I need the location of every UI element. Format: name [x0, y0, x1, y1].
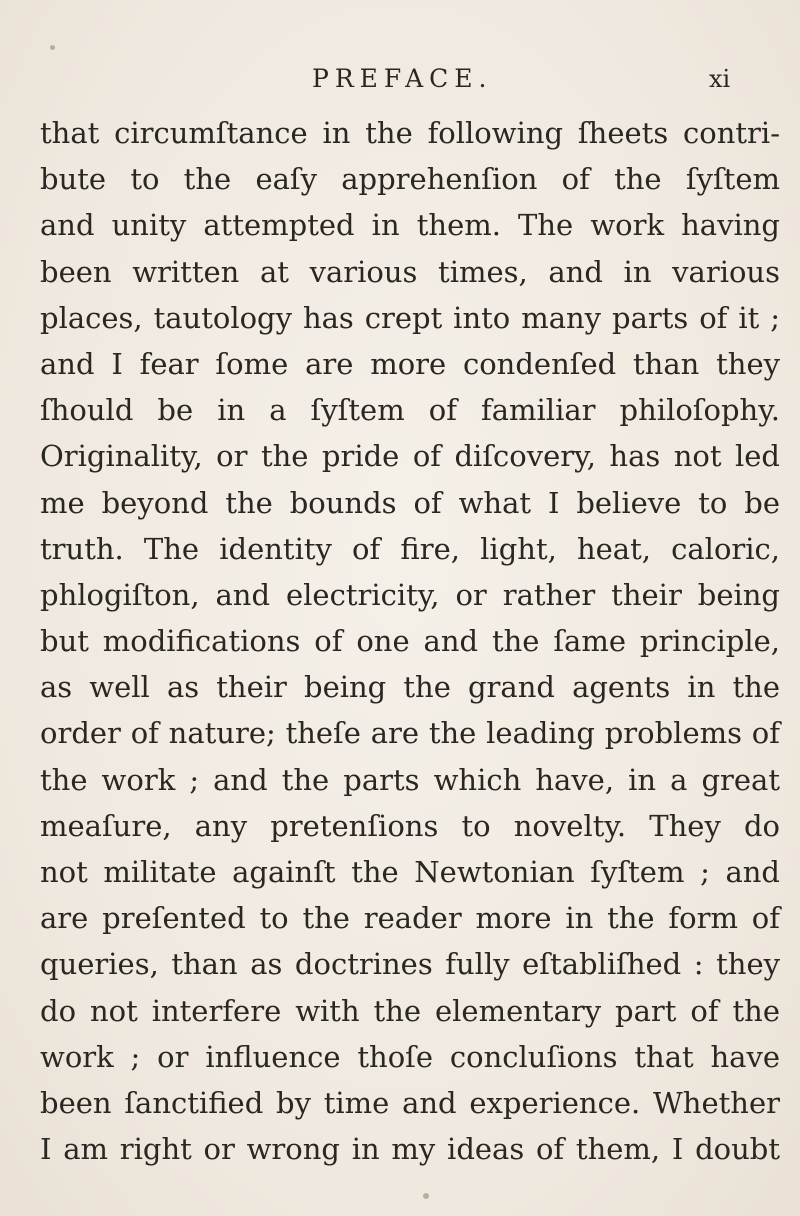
text-line: work ; or influence thoſe concluſions that have [40, 1039, 780, 1074]
text-line: truth. The identity of fire, light, heat, caloric, [40, 531, 780, 566]
text-line: ſhould be in a ſyſtem of familiar philoſophy. [40, 393, 780, 428]
text-line: been ſanctified by time and experience. Whether [40, 1085, 780, 1120]
running-head-title: PREFACE. [312, 64, 493, 93]
text-line: but modifications of one and the ſame principle, [40, 624, 780, 659]
text-line: the work ; and the parts which have, in a great [40, 762, 780, 797]
paper-speck [423, 1193, 429, 1199]
text-line: places, tautology has crept into many parts of it ; [40, 300, 780, 335]
page-number: xi [709, 65, 731, 93]
text-line: phlogiſton, and electricity, or rather their being [40, 577, 780, 612]
text-line: bute to the eaſy apprehenſion of the ſyſtem [40, 162, 780, 197]
text-line: Originality, or the pride of diſcovery, has not led [40, 439, 780, 474]
running-head [0, 62, 800, 102]
text-line: I am right or wrong in my ideas of them, I doubt [40, 1132, 780, 1167]
text-line: and I fear ſome are more condenſed than they [40, 346, 780, 381]
text-line: meaſure, any pretenſions to novelty. They do [40, 808, 780, 843]
text-line: been written at various times, and in various [40, 254, 780, 289]
text-line: not militate againſt the Newtonian ſyſtem ; and [40, 855, 780, 889]
text-line: are preſented to the reader more in the form of [40, 901, 780, 936]
text-line: as well as their being the grand agents in the [40, 670, 780, 705]
paper-speck [50, 45, 55, 50]
text-line: me beyond the bounds of what I believe to be [40, 485, 780, 520]
text-line: do not interfere with the elementary part of the [40, 993, 780, 1028]
text-line: and unity attempted in them. The work having [40, 208, 780, 243]
text-line: that circumſtance in the following ſheets contri- [40, 116, 780, 150]
text-line: queries, than as doctrines fully eſtabliſhed : they [40, 947, 780, 982]
text-line: order of nature; theſe are the leading problems of [40, 716, 780, 751]
body-text [40, 110, 780, 1172]
